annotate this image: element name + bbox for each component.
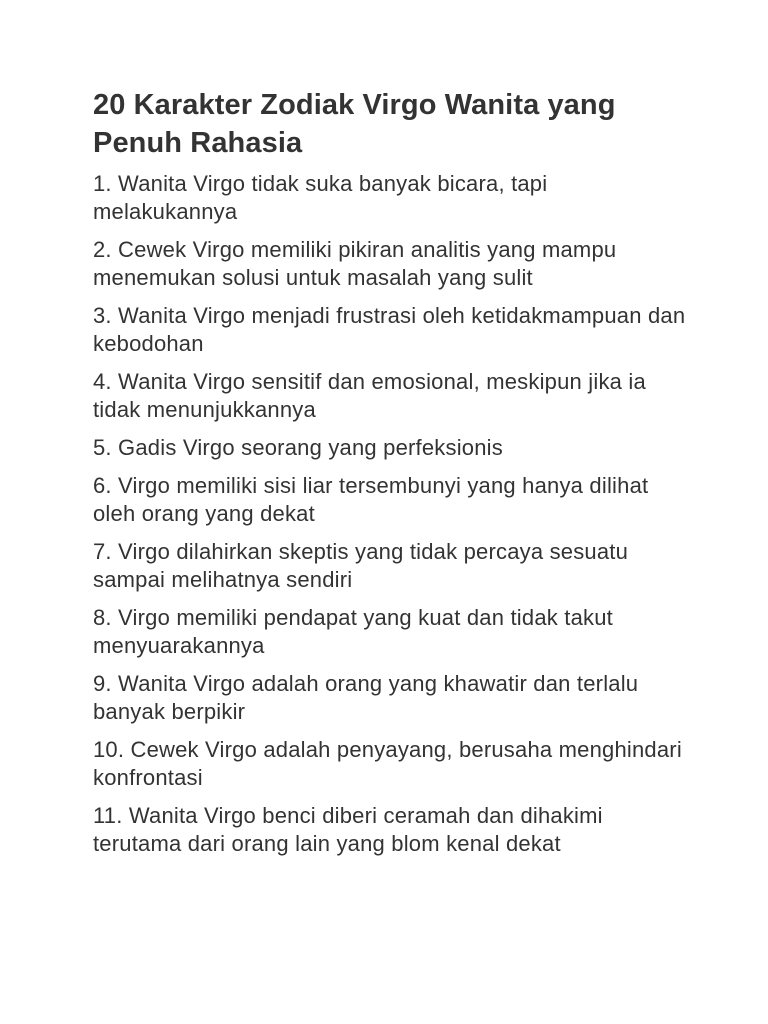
list-item: 11. Wanita Virgo benci diberi ceramah dan dihakimi terutama dari orang lain yang blom kenal dekat bbox=[93, 803, 603, 856]
document-title: 20 Karakter Zodiak Virgo Wanita yang Penuh Rahasia bbox=[93, 89, 616, 159]
list-item: 5. Gadis Virgo seorang yang perfeksionis bbox=[93, 435, 503, 460]
list-item: 7. Virgo dilahirkan skeptis yang tidak percaya sesuatu sampai melihatnya sendiri bbox=[93, 539, 629, 592]
list-item: 10. Cewek Virgo adalah penyayang, berusaha menghindari konfrontasi bbox=[93, 737, 682, 790]
list-item: 8. Virgo memiliki pendapat yang kuat dan tidak takut menyuarakannya bbox=[93, 605, 613, 658]
list-item: 4. Wanita Virgo sensitif dan emosional, meskipun jika ia tidak menunjukkannya bbox=[93, 369, 646, 422]
trait-list bbox=[93, 170, 693, 858]
list-item: 2. Cewek Virgo memiliki pikiran analitis yang mampu menemukan solusi untuk masalah yang sulit bbox=[93, 237, 617, 290]
document-content bbox=[93, 86, 693, 868]
list-item: 3. Wanita Virgo menjadi frustrasi oleh ketidakmampuan dan kebodohan bbox=[93, 303, 686, 356]
list-item: 6. Virgo memiliki sisi liar tersembunyi yang hanya dilihat oleh orang yang dekat bbox=[93, 473, 649, 526]
list-item: 9. Wanita Virgo adalah orang yang khawatir dan terlalu banyak berpikir bbox=[93, 671, 639, 724]
list-item: 1. Wanita Virgo tidak suka banyak bicara, tapi melakukannya bbox=[93, 171, 548, 224]
